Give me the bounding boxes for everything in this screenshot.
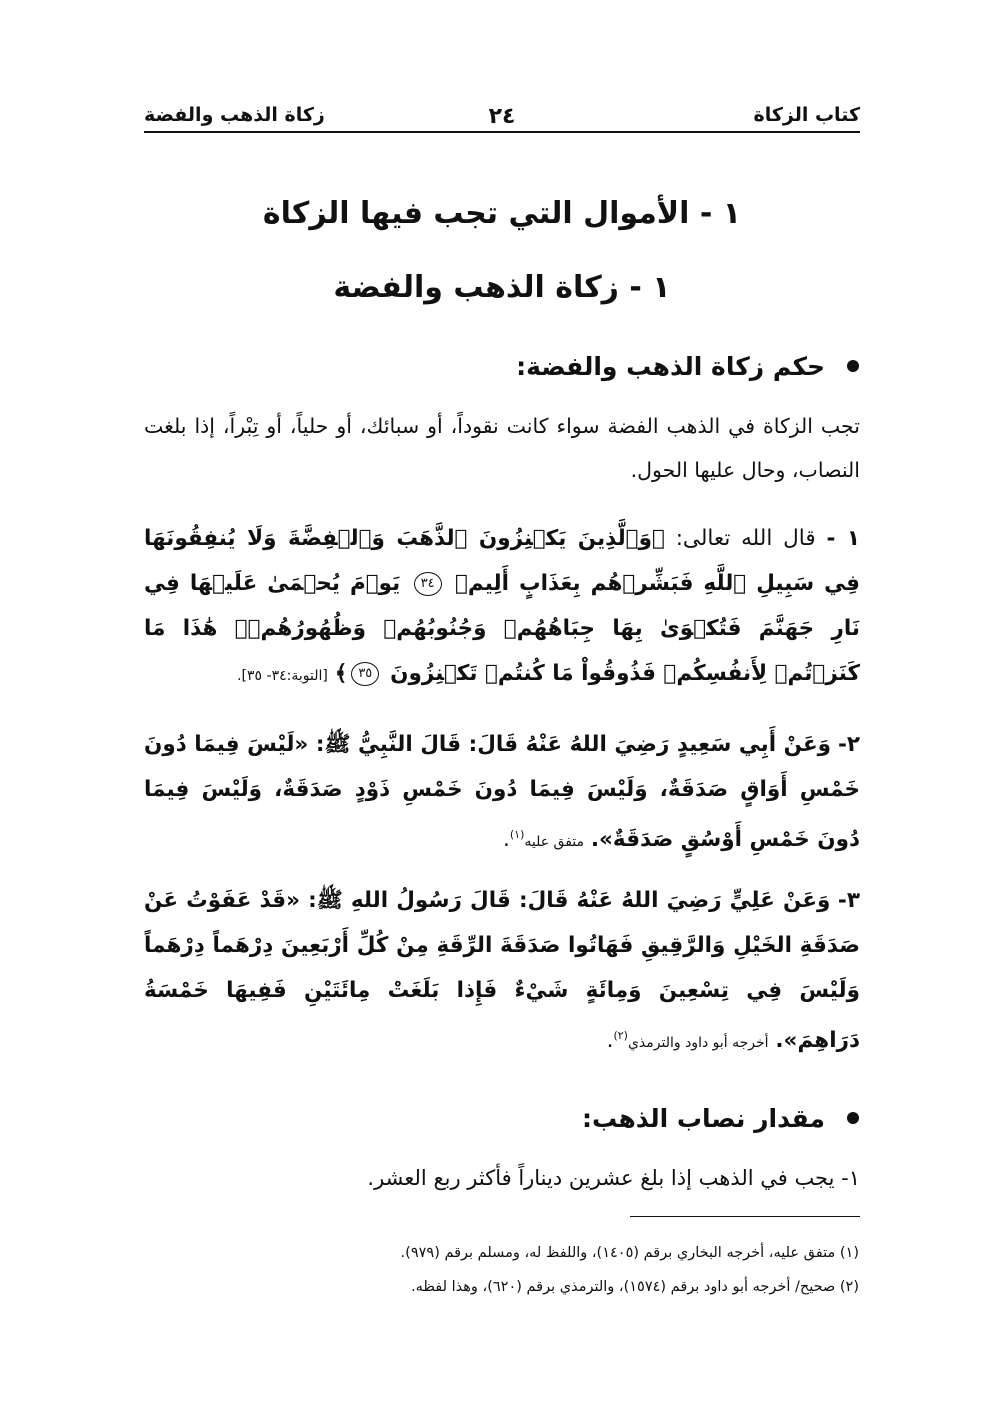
ayah-number-marker: ٣٤: [414, 572, 442, 596]
nisab-heading: [582, 1104, 859, 1133]
quran-verse-a: ﴿وَٱلَّذِينَ يَكۡنِزُونَ ٱلذَّهَبَ وَٱلۡفِضَّةَ وَلَا يُنفِقُونَهَا فِي سَبِيلِ ٱللَّهِ فَبَشِّرۡهُم بِعَذَابٍ أَلِيمٖ: [144, 526, 860, 596]
footnote-marker: (١): [509, 828, 525, 841]
footnote-label: (٢): [839, 1279, 859, 1295]
quran-verse-b: يَوۡمَ يُحۡمَىٰ عَلَيۡهَا فِي نَارِ جَهَنَّمَ فَتُكۡوَىٰ بِهَا جِبَاهُهُمۡ وَجُنُوبُهُمۡ وَظُهُورُهُمۡۖ هَٰذَا مَا كَنَزۡتُمۡ لِأَنفُسِكُمۡ فَذُوقُواْ مَا كُنتُمۡ تَكۡنِزُونَ: [144, 571, 860, 686]
nisab-paragraph: ١- يجب في الذهب إذا بلغ عشرين ديناراً فأكثر ربع العشر.: [367, 1166, 860, 1190]
chapter-heading: ١ - الأموال التي تجب فيها الزكاة: [262, 196, 742, 231]
hadith-text: وَعَنْ أَبِي سَعِيدٍ رَضِيَ اللهُ عَنْهُ قَالَ: قَالَ النَّبِيُّ ﷺ: «لَيْسَ فِيمَا دُونَ خَمْسِ أَوَاقٍ صَدَقَةٌ، وَلَيْسَ فِيمَا دُونَ خَمْسِ ذَوْدٍ صَدَقَةٌ، وَلَيْسَ فِيمَا دُونَ خَمْسِ أَوْسُقٍ صَدَقَةٌ».: [144, 732, 860, 853]
ruling-heading-text: حكم زكاة الذهب والفضة:: [516, 352, 825, 381]
item-number: ٢-: [837, 732, 860, 757]
ruling-heading: [516, 352, 859, 381]
footnote-text: متفق عليه، أخرجه البخاري برقم (١٤٠٥)، واللفظ له، ومسلم برقم (٩٧٩).: [400, 1245, 836, 1261]
running-header: [144, 104, 860, 134]
footnote-label: (١): [839, 1245, 859, 1261]
item-number: ٣-: [837, 888, 860, 913]
ayah-number-marker: ٣٥: [351, 662, 379, 686]
quran-close-bracket: ﴾: [334, 661, 348, 686]
item-intro: قال الله تعالى:: [675, 526, 816, 551]
bullet-icon: [847, 1112, 859, 1124]
header-divider: [144, 131, 860, 133]
hadith-source: متفق عليه: [524, 834, 585, 851]
footnote-marker: (٢): [613, 1029, 628, 1042]
item-end-punct: .: [503, 827, 510, 853]
section-heading: ١ - زكاة الذهب والفضة: [333, 270, 671, 305]
bullet-icon: [847, 360, 859, 372]
section-running-title: زكاة الذهب والفضة: [144, 104, 325, 126]
footnotes: [143, 1236, 859, 1304]
footnote-1: [143, 1236, 859, 1270]
evidence-item-quran: [144, 516, 860, 699]
hadith-source: أخرجه أبو داود والترمذي: [627, 1035, 769, 1052]
footnote-divider: [630, 1216, 860, 1217]
ruling-paragraph: تجب الزكاة في الذهب الفضة سواء كانت نقوداً، أو سبائك، أو حلياً، أو تِبْراً، إذا بلغت النصاب، وحال عليها الحول.: [144, 414, 860, 482]
item-number: ١ -: [826, 526, 860, 551]
page-number: ٢٤: [488, 104, 516, 129]
evidence-item-hadith-1: [144, 722, 860, 865]
verse-reference: [التوبة:٣٤- ٣٥].: [237, 668, 328, 684]
footnote-2: [143, 1270, 859, 1304]
hadith-text: وَعَنْ عَلِيٍّ رَضِيَ اللهُ عَنْهُ قَالَ: قَالَ رَسُولُ اللهِ ﷺ: «قَدْ عَفَوْتُ عَنْ صَدَقَةِ الخَيْلِ وَالرَّقِيقِ فَهَاتُوا صَدَقَةَ الرِّقَةِ مِنْ كُلِّ أَرْبَعِينَ دِرْهَماً دِرْهَماً وَلَيْسَ فِي تِسْعِينَ وَمِائَةٍ شَيْءٌ فَإِذا بَلَغَتْ مِائَتَيْنِ فَفِيهَا خَمْسَةُ دَرَاهِمَ».: [144, 888, 860, 1054]
book-title: كتاب الزكاة: [753, 104, 860, 126]
nisab-heading-text: مقدار نصاب الذهب:: [581, 1104, 825, 1133]
footnote-text: صحيح/ أخرجه أبو داود برقم (١٥٧٤)، والترمذي برقم (٦٢٠)، وهذا لفظه.: [411, 1279, 836, 1295]
item-end-punct: .: [606, 1028, 614, 1054]
evidence-item-hadith-2: [144, 878, 860, 1066]
